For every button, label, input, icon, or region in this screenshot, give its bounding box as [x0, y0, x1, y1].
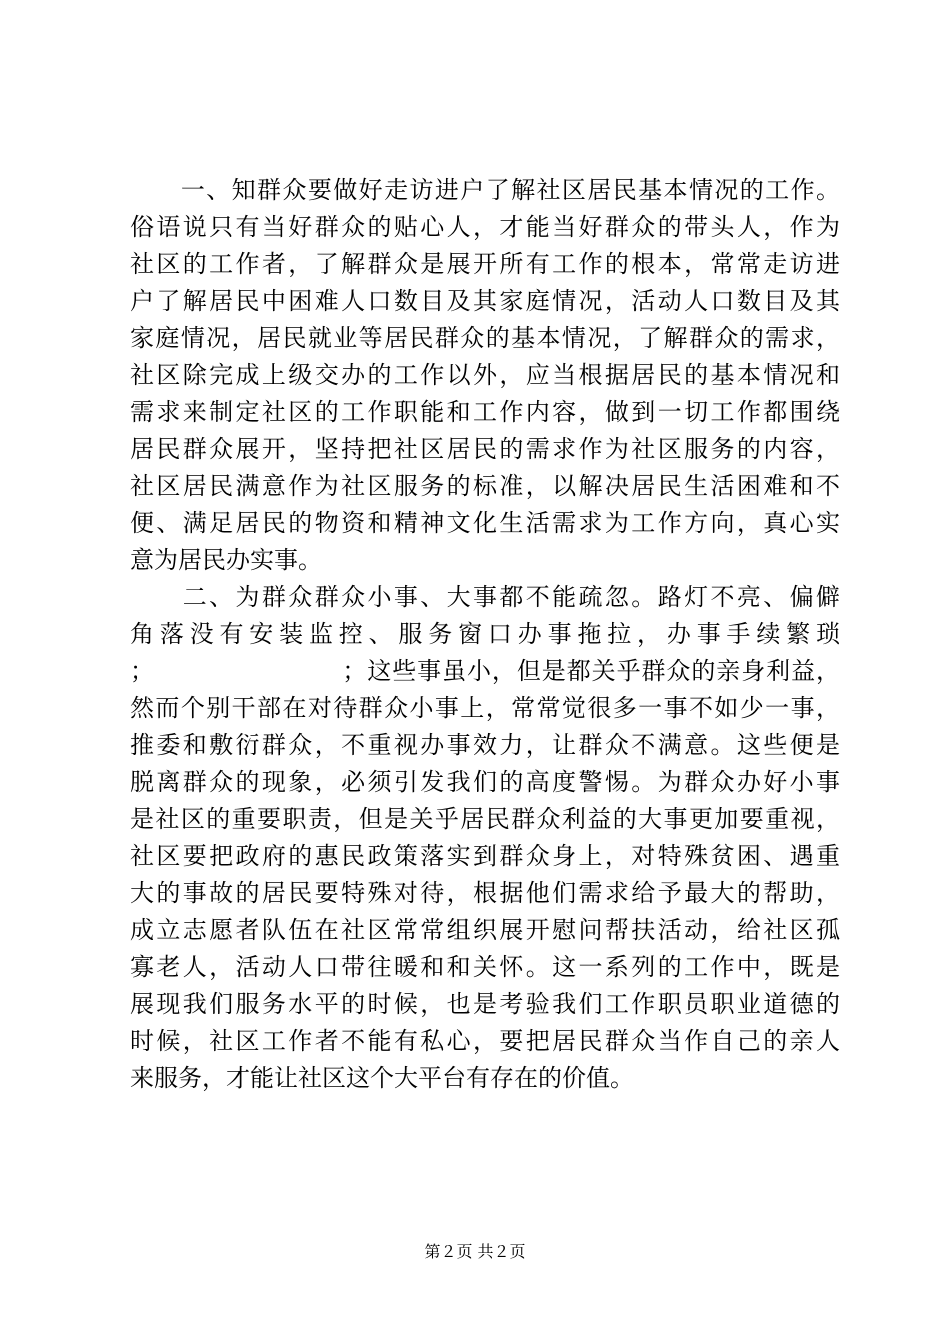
text-line: 意为居民办实事。: [130, 546, 322, 574]
text-line: 角落没有安装监控、服务窗口办事拖拉，办事手续繁琐: [130, 620, 840, 648]
text-line: 推委和敷衍群众，不重视办事效力，让群众不满意。这些便是: [130, 731, 840, 759]
text-line: 居民群众展开，坚持把社区居民的需求作为社区服务的内容，: [130, 435, 840, 463]
text-line: 时候，社区工作者不能有私心，要把居民群众当作自己的亲人: [130, 1027, 840, 1055]
text-line: 二、为群众群众小事、大事都不能疏忽。路灯不亮、偏僻: [130, 583, 840, 611]
text-line: 寡老人，活动人口带往暖和和关怀。这一系列的工作中，既是: [130, 953, 840, 981]
text-line: 家庭情况，居民就业等居民群众的基本情况，了解群众的需求，: [130, 324, 840, 352]
text-line: 成立志愿者队伍在社区常常组织展开慰问帮扶活动，给社区孤: [130, 916, 840, 944]
body-text: [130, 172, 840, 1097]
text-line: 社区要把政府的惠民政策落实到群众身上，对特殊贫困、遇重: [130, 842, 840, 870]
text-line: 来服务，才能让社区这个大平台有存在的价值。: [130, 1064, 634, 1092]
text-line: 便、满足居民的物资和精神文化生活需求为工作方向，真心实: [130, 509, 840, 537]
text-line: 社区除完成上级交办的工作以外，应当根据居民的基本情况和: [130, 361, 840, 389]
text-line: 是社区的重要职责，但是关乎居民群众利益的大事更加要重视，: [130, 805, 840, 833]
text-line: ； ；这些事虽小，但是都关乎群众的亲身利益，: [130, 657, 840, 685]
text-line: 户了解居民中困难人口数目及其家庭情况，活动人口数目及其: [130, 287, 840, 315]
text-line: 脱离群众的现象，必须引发我们的高度警惕。为群众办好小事: [130, 768, 840, 796]
text-line: 一、知群众要做好走访进户了解社区居民基本情况的工作。: [130, 176, 840, 204]
text-line: 然而个别干部在对待群众小事上，常常觉很多一事不如少一事，: [130, 694, 840, 722]
text-line: 俗语说只有当好群众的贴心人，才能当好群众的带头人，作为: [130, 213, 840, 241]
text-line: 社区居民满意作为社区服务的标准，以解决居民生活困难和不: [130, 472, 840, 500]
text-line: 大的事故的居民要特殊对待，根据他们需求给予最大的帮助，: [130, 879, 840, 907]
text-line: 展现我们服务水平的时候，也是考验我们工作职员职业道德的: [130, 990, 840, 1018]
text-line: 社区的工作者，了解群众是展开所有工作的根本，常常走访进: [130, 250, 840, 278]
page-number-footer: 第２页 共２页: [424, 1242, 526, 1261]
text-line: 需求来制定社区的工作职能和工作内容，做到一切工作都围绕: [130, 398, 840, 426]
